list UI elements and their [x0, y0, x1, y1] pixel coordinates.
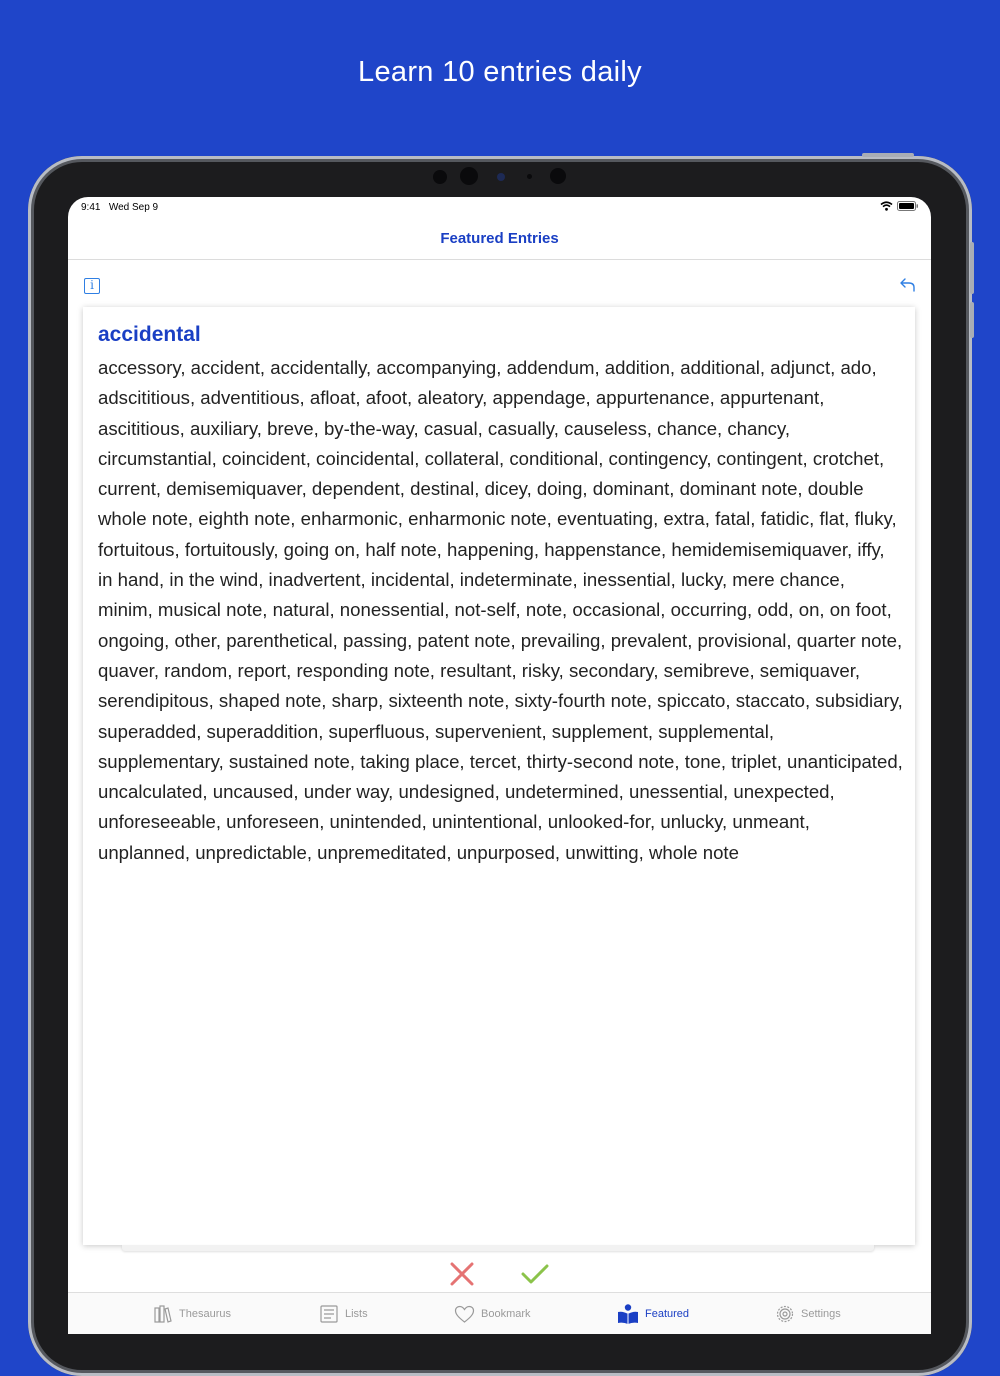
camera-flash: [550, 168, 566, 184]
entry-synonyms: accessory, accident, accidentally, accompanying, addendum, addition, additional, adjunct, ado, adscititious, adventitious, afloat, afoot, aleatory, appendage, appurtenance, appurtenant, ascititious, auxiliary, breve, by-the-way, casual, casually, causeless, chance, chancy, circumstantial, coincident, coincidental, collateral, conditional, contingency, contingent, crotchet, current, demisemiquaver, dependent, destinal, dicey, doing, dominant, dominant note, double whole note, eighth note, enharmonic, enharmonic note, eventuating, extra, fatal, fatidic, flat, fluky, fortuitous, fortuitously, going on, half note, happening, happenstance, hemidemisemiquaver, iffy, in hand, in the wind, inadvertent, incidental, indeterminate, inessential, lucky, mere chance, minim, musical note, natural, nonessential, not-self, note, occasional, occurring, odd, on, on foot, ongoing, other, parenthetical, passing, patent note, prevailing, prevalent, provisional, quarter note, quaver, random, report, responding note, resultant, risky, secondary, semibreve, semiquaver, serendipitous, shaped note, sharp, sixteenth note, sixty-fourth note, spiccato, staccato, subsidiary, superadded, superaddition, superfluous, supervenient, supplement, supplemental, supplementary, sustained note, taking place, tercet, thirty-second note, tone, triplet, unanticipated, uncalculated, uncaused, under way, undesigned, undetermined, unessential, unexpected, unforeseeable, unforeseen, unintended, unintentional, unlooked-for, unlucky, unmeant, unplanned, unpredictable, unpremeditated, unpurposed, unwitting, whole note: [98, 357, 903, 863]
entry-word: accidental: [98, 323, 201, 346]
battery-icon: [897, 201, 919, 211]
wifi-icon: [880, 201, 893, 211]
tab-label: Lists: [345, 1308, 368, 1320]
list-icon: [319, 1304, 339, 1324]
books-icon: [153, 1304, 173, 1324]
review-actions: [68, 1257, 931, 1291]
tab-featured[interactable]: [617, 1293, 689, 1334]
camera-sensor: [433, 170, 447, 184]
entry-card[interactable]: [83, 307, 915, 1245]
tab-label: Bookmark: [481, 1308, 531, 1320]
card-stack-shadow: [122, 1245, 874, 1251]
tab-bookmark[interactable]: [454, 1293, 531, 1334]
tab-settings[interactable]: [775, 1293, 841, 1334]
undo-arrow-icon[interactable]: [899, 277, 917, 293]
tab-label: Featured: [645, 1308, 690, 1320]
device-top-button: [862, 153, 914, 157]
navigation-bar: [68, 219, 931, 260]
tab-lists[interactable]: [319, 1293, 368, 1334]
tab-label: Settings: [801, 1308, 841, 1320]
status-time-date: 9:41 Wed Sep 9: [81, 202, 159, 213]
info-icon[interactable]: i: [84, 278, 100, 294]
device-volume-down-button: [970, 302, 974, 338]
x-mark-icon[interactable]: [448, 1260, 476, 1288]
headline: Learn 10 entries daily: [358, 56, 642, 88]
reader-icon: [617, 1303, 639, 1325]
gear-icon: [775, 1304, 795, 1324]
page-title: Featured Entries: [440, 230, 559, 247]
status-indicators: [880, 201, 919, 211]
device-volume-up-button: [970, 242, 974, 294]
camera-dot: [497, 173, 505, 181]
heart-icon: [454, 1305, 475, 1324]
tab-thesaurus[interactable]: [153, 1293, 231, 1334]
app-screen: [68, 197, 931, 1334]
check-mark-icon[interactable]: [520, 1262, 550, 1286]
status-bar: [68, 197, 931, 219]
camera-sensor-small: [527, 174, 532, 179]
tab-label: Thesaurus: [179, 1308, 231, 1320]
tab-bar: [68, 1292, 931, 1334]
camera-lens: [460, 167, 478, 185]
